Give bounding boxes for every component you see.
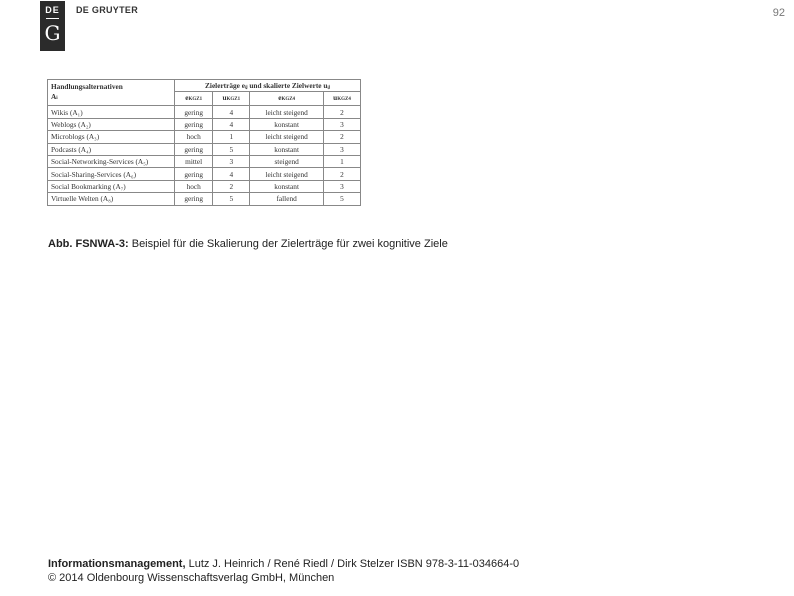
row-u-kgz1: 1 xyxy=(213,131,250,143)
footer-authors-isbn: Lutz J. Heinrich / René Riedl / Dirk Stelzer ISBN 978-3-11-034664-0 xyxy=(185,558,520,570)
row-u-kgz4: 3 xyxy=(324,143,361,155)
row-u-kgz4: 2 xyxy=(324,106,361,118)
logo-divider xyxy=(46,18,59,19)
row-alternative: Weblogs (A₂) xyxy=(48,118,175,130)
row-u-kgz1: 4 xyxy=(213,118,250,130)
row-alternative: Wikis (A₁) xyxy=(48,106,175,118)
caption-label: Abb. FSNWA-3: xyxy=(48,238,129,250)
row-e-kgz4: leicht steigend xyxy=(250,106,324,118)
alternatives-header-label: Handlungsalternativen xyxy=(51,82,123,91)
row-e-kgz4: fallend xyxy=(250,193,324,205)
row-e-kgz4: konstant xyxy=(250,118,324,130)
table-row xyxy=(48,118,361,130)
subheader-e-kgz4: eKGZ4 xyxy=(250,92,324,106)
row-e-kgz1: gering xyxy=(175,118,213,130)
figure-caption xyxy=(48,238,448,250)
row-e-kgz4: leicht steigend xyxy=(250,131,324,143)
alternatives-header-index: i xyxy=(56,96,58,101)
row-u-kgz4: 3 xyxy=(324,180,361,192)
subheader-e-kgz1: eKGZ1 xyxy=(175,92,213,106)
row-alternative: Social Bookmarking (A₇) xyxy=(48,180,175,192)
alternatives-header xyxy=(48,80,175,106)
table-row xyxy=(48,193,361,205)
row-u-kgz4: 2 xyxy=(324,168,361,180)
subheader-u-kgz4: uKGZ4 xyxy=(324,92,361,106)
publisher-logo xyxy=(40,1,65,51)
row-u-kgz4: 3 xyxy=(324,118,361,130)
row-u-kgz1: 5 xyxy=(213,193,250,205)
logo-g-text: G xyxy=(44,21,61,45)
row-alternative: Microblogs (A₃) xyxy=(48,131,175,143)
row-e-kgz1: hoch xyxy=(175,180,213,192)
row-u-kgz1: 4 xyxy=(213,106,250,118)
table-row xyxy=(48,155,361,167)
table-row xyxy=(48,143,361,155)
row-alternative: Social-Sharing-Services (A₆) xyxy=(48,168,175,180)
row-u-kgz4: 5 xyxy=(324,193,361,205)
group-header: Zielerträge eᵢⱼ und skalierte Zielwerte uᵢⱼ xyxy=(175,80,361,92)
page-number: 92 xyxy=(772,7,785,19)
row-e-kgz1: hoch xyxy=(175,131,213,143)
row-u-kgz4: 1 xyxy=(324,155,361,167)
scaling-table xyxy=(47,79,361,206)
footer xyxy=(48,557,519,585)
row-e-kgz4: steigend xyxy=(250,155,324,167)
row-u-kgz1: 3 xyxy=(213,155,250,167)
table-row xyxy=(48,131,361,143)
table-header-row xyxy=(48,80,361,92)
row-e-kgz1: gering xyxy=(175,193,213,205)
footer-title: Informationsmanagement, xyxy=(48,558,186,570)
alternatives-header-symbol: A xyxy=(51,92,57,101)
row-alternative: Podcasts (A₄) xyxy=(48,143,175,155)
caption-text: Beispiel für die Skalierung der Zielerträge für zwei kognitive Ziele xyxy=(128,238,448,250)
row-e-kgz4: konstant xyxy=(250,180,324,192)
row-e-kgz4: konstant xyxy=(250,143,324,155)
publisher-name: DE GRUYTER xyxy=(76,5,139,15)
table-row xyxy=(48,168,361,180)
row-e-kgz1: gering xyxy=(175,106,213,118)
table-row xyxy=(48,180,361,192)
logo-de-text: DE xyxy=(45,5,60,15)
subheader-u-kgz1: uKGZ1 xyxy=(213,92,250,106)
row-u-kgz1: 4 xyxy=(213,168,250,180)
row-e-kgz1: mittel xyxy=(175,155,213,167)
row-u-kgz1: 2 xyxy=(213,180,250,192)
row-alternative: Virtuelle Welten (A₈) xyxy=(48,193,175,205)
row-e-kgz4: leicht steigend xyxy=(250,168,324,180)
row-e-kgz1: gering xyxy=(175,143,213,155)
row-e-kgz1: gering xyxy=(175,168,213,180)
row-u-kgz1: 5 xyxy=(213,143,250,155)
footer-line-1 xyxy=(48,557,519,571)
table-row xyxy=(48,106,361,118)
row-u-kgz4: 2 xyxy=(324,131,361,143)
footer-line-2: © 2014 Oldenbourg Wissenschaftsverlag GmbH, München xyxy=(48,572,335,584)
row-alternative: Social-Networking-Services (A₅) xyxy=(48,155,175,167)
